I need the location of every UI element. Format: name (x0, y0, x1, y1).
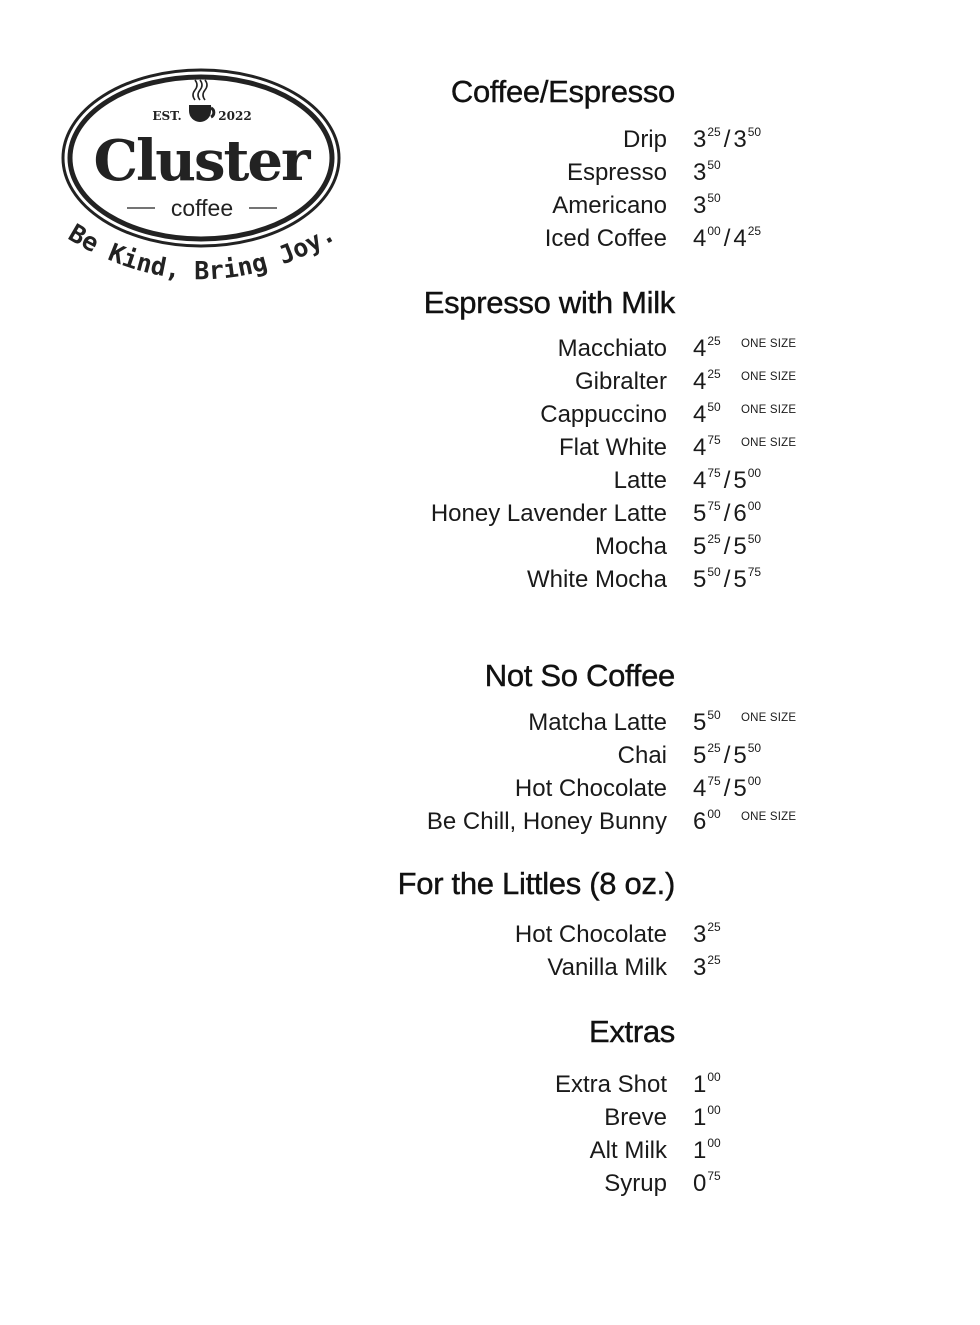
price-separator: / (723, 742, 731, 769)
price-cents: 00 (707, 1070, 721, 1084)
menu-item-row (0, 159, 980, 192)
tagline: Be Kind, Bring Joy. (63, 218, 341, 286)
menu-item-row (0, 709, 980, 742)
item-name: Matcha Latte (528, 709, 667, 736)
size-note: ONE SIZE (741, 371, 797, 383)
price-dollars: 3 (733, 126, 747, 153)
price-cents: 25 (707, 920, 721, 934)
price-separator: / (723, 467, 731, 494)
menu-item-row (0, 225, 980, 258)
section-title-not-so-coffee: Not So Coffee (484, 658, 675, 693)
item-price (693, 225, 761, 253)
price-dollars: 5 (693, 500, 707, 527)
price-cents: 50 (707, 565, 721, 579)
item-price (693, 566, 761, 594)
price-cents: 00 (707, 1103, 721, 1117)
price-dollars: 0 (693, 1170, 707, 1197)
size-note: ONE SIZE (741, 811, 797, 823)
item-price (693, 808, 721, 836)
item-price (693, 434, 721, 462)
item-name: Vanilla Milk (547, 954, 667, 981)
est-label: EST. (152, 109, 182, 123)
item-name: Latte (613, 467, 667, 494)
menu-item-row (0, 434, 980, 467)
price-cents: 50 (747, 741, 762, 755)
price-dollars: 1 (693, 1071, 707, 1098)
price-cents: 25 (707, 741, 721, 755)
price-cents: 00 (707, 1136, 721, 1150)
item-name: Hot Chocolate (514, 921, 667, 948)
price-cents: 75 (707, 466, 721, 480)
item-name: Flat White (558, 434, 667, 461)
item-name: Americano (552, 192, 667, 219)
item-price (693, 954, 721, 982)
size-note: ONE SIZE (741, 437, 797, 449)
item-name: Macchiato (557, 335, 667, 362)
size-note: ONE SIZE (741, 338, 797, 350)
item-name: Hot Chocolate (514, 775, 667, 802)
menu-item-row (0, 126, 980, 159)
item-price (693, 126, 761, 154)
price-dollars: 4 (693, 467, 707, 494)
price-dollars: 4 (693, 335, 707, 362)
price-dollars: 5 (733, 742, 747, 769)
est-year: 2022 (218, 109, 252, 123)
price-dollars: 3 (693, 159, 707, 186)
price-dollars: 1 (693, 1137, 707, 1164)
price-cents: 25 (707, 367, 721, 381)
price-separator: / (723, 566, 731, 593)
price-dollars: 3 (693, 126, 707, 153)
menu-item-row (0, 192, 980, 225)
steam-icon (193, 80, 207, 100)
price-cents: 50 (747, 125, 762, 139)
price-cents: 00 (707, 807, 721, 821)
section-title-coffee-espresso: Coffee/Espresso (450, 74, 675, 109)
item-price (693, 368, 721, 396)
price-cents: 25 (707, 125, 721, 139)
section-title-for-the-littles: For the Littles (8 oz.) (397, 866, 675, 901)
price-cents: 75 (707, 499, 721, 513)
price-cents: 25 (707, 532, 721, 546)
price-cents: 75 (747, 565, 762, 579)
menu-item-row (0, 1137, 980, 1170)
item-name: Mocha (594, 533, 667, 560)
item-price (693, 467, 761, 495)
item-price (693, 500, 761, 528)
item-price (693, 159, 721, 187)
section-title-espresso-with-milk: Espresso with Milk (423, 285, 675, 320)
price-cents: 00 (747, 499, 762, 513)
menu-item-row (0, 1104, 980, 1137)
price-separator: / (723, 126, 731, 153)
item-name: Breve (604, 1104, 667, 1131)
price-cents: 75 (707, 1169, 721, 1183)
price-dollars: 5 (733, 533, 747, 560)
item-price (693, 1170, 721, 1198)
size-note: ONE SIZE (741, 404, 797, 416)
price-dollars: 5 (733, 467, 747, 494)
menu-item-row (0, 368, 980, 401)
price-dollars: 1 (693, 1104, 707, 1131)
item-price (693, 401, 721, 429)
price-cents: 25 (707, 953, 721, 967)
menu-item-row (0, 335, 980, 368)
menu-item-row (0, 500, 980, 533)
price-dollars: 6 (693, 808, 707, 835)
price-separator: / (723, 225, 731, 252)
item-price (693, 775, 761, 803)
price-separator: / (723, 500, 731, 527)
price-dollars: 5 (693, 566, 707, 593)
item-price (693, 1071, 721, 1099)
price-dollars: 5 (733, 566, 747, 593)
price-dollars: 3 (693, 954, 707, 981)
price-dollars: 4 (733, 225, 747, 252)
item-name: Honey Lavender Latte (430, 500, 667, 527)
item-name: Syrup (604, 1170, 667, 1197)
item-name: Cappuccino (540, 401, 667, 428)
brand-name: Cluster (93, 128, 309, 194)
price-cents: 50 (707, 158, 721, 172)
price-cents: 50 (707, 400, 721, 414)
price-dollars: 4 (693, 225, 707, 252)
item-name: White Mocha (526, 566, 667, 593)
item-price (693, 335, 721, 363)
item-price (693, 1137, 721, 1165)
menu-item-row (0, 742, 980, 775)
price-dollars: 4 (693, 368, 707, 395)
item-name: Iced Coffee (544, 225, 667, 252)
item-price (693, 1104, 721, 1132)
price-dollars: 5 (693, 533, 707, 560)
price-cents: 25 (747, 224, 762, 238)
price-dollars: 5 (733, 775, 747, 802)
price-cents: 75 (707, 774, 721, 788)
menu-item-row (0, 566, 980, 599)
menu-item-row (0, 921, 980, 954)
price-cents: 25 (707, 334, 721, 348)
menu-item-row (0, 808, 980, 841)
price-dollars: 6 (733, 500, 747, 527)
item-price (693, 921, 721, 949)
item-name: Extra Shot (554, 1071, 667, 1098)
menu-item-row (0, 954, 980, 987)
item-price (693, 742, 761, 770)
price-dollars: 4 (693, 775, 707, 802)
price-dollars: 3 (693, 192, 707, 219)
price-cents: 75 (707, 433, 721, 447)
coffee-cup-icon (189, 105, 214, 122)
price-dollars: 3 (693, 921, 707, 948)
price-dollars: 5 (693, 709, 707, 736)
price-cents: 00 (747, 466, 762, 480)
menu-item-row (0, 775, 980, 808)
price-separator: / (723, 775, 731, 802)
price-cents: 00 (707, 224, 721, 238)
price-cents: 50 (747, 532, 762, 546)
item-name: Gibralter (574, 368, 667, 395)
price-separator: / (723, 533, 731, 560)
menu-item-row (0, 533, 980, 566)
price-cents: 00 (747, 774, 762, 788)
brand-subname: coffee (170, 195, 234, 221)
menu-item-row (0, 467, 980, 500)
item-name: Alt Milk (589, 1137, 667, 1164)
price-dollars: 4 (693, 401, 707, 428)
menu-item-row (0, 1071, 980, 1104)
item-price (693, 533, 761, 561)
item-name: Drip (622, 126, 667, 153)
item-name: Be Chill, Honey Bunny (426, 808, 667, 835)
item-price (693, 192, 721, 220)
item-name: Espresso (566, 159, 667, 186)
section-title-extras: Extras (588, 1014, 675, 1049)
item-name: Chai (617, 742, 667, 769)
menu-item-row (0, 1170, 980, 1203)
price-cents: 50 (707, 708, 721, 722)
item-price (693, 709, 721, 737)
price-dollars: 4 (693, 434, 707, 461)
price-cents: 50 (707, 191, 721, 205)
menu-item-row (0, 401, 980, 434)
size-note: ONE SIZE (741, 712, 797, 724)
price-dollars: 5 (693, 742, 707, 769)
